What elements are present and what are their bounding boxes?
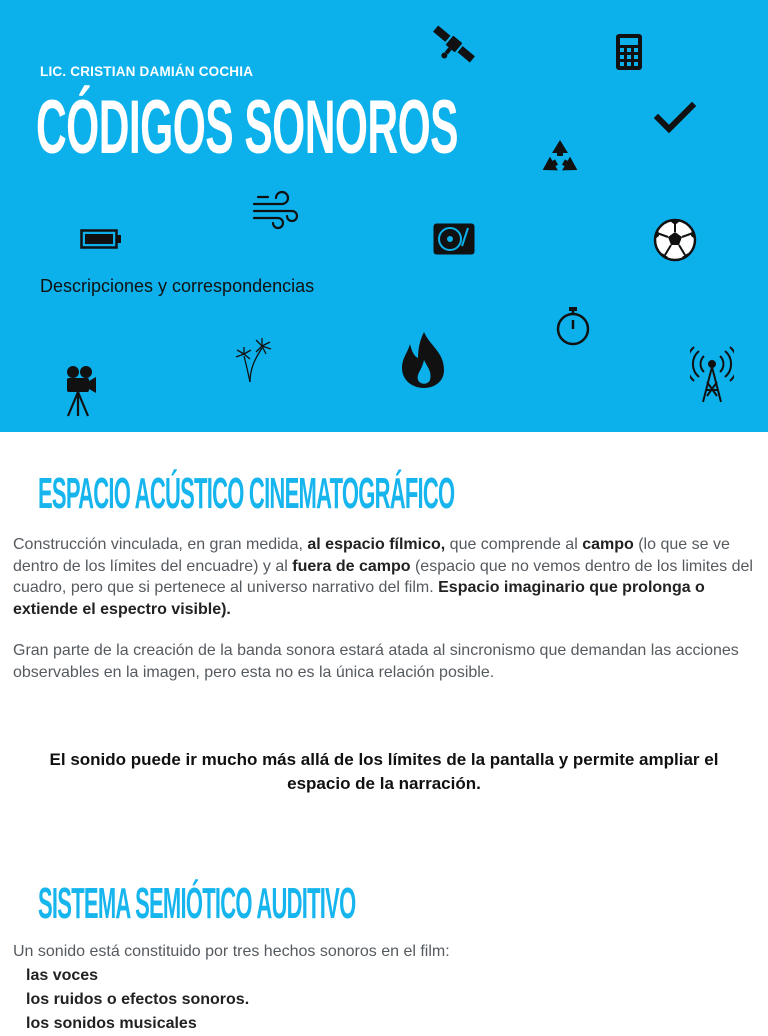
paragraph-text: (espacio que no vemos dentro de los limites del cuadro, pero que si pertenece al universo narrativo del film. [13, 557, 753, 597]
section-title-espacio-acustico: ESPACIO ACÚSTICO CINEMATOGRÁFICO [38, 469, 455, 518]
emphasis-campo: campo [582, 536, 634, 553]
sound-elements-list [26, 964, 249, 1036]
wind-icon [252, 190, 300, 230]
paragraph-hechos-sonoros: Un sonido está constituido por tres hechos sonoros en el film: [13, 943, 450, 960]
battery-icon [80, 228, 122, 250]
paragraph-sincronismo: Gran parte de la creación de la banda sonora estará atada al sincronismo que demandan las acciones observables en la imagen, pero esta no es la única relación posible. [13, 642, 739, 681]
list-item: los sonidos musicales [26, 1015, 197, 1032]
calculator-icon [614, 32, 644, 72]
cover-banner [0, 0, 768, 432]
turntable-icon [432, 222, 476, 256]
paragraph-text: (lo que se ve dentro de los límites del encuadre) y al [13, 536, 730, 575]
radio-tower-icon [690, 346, 734, 404]
highlight-quote: El sonido puede ir mucho más allá de los límites de la pantalla y permite ampliar el espacio de la narración. [49, 750, 719, 793]
film-camera-icon [62, 364, 98, 418]
section-title-sistema-semiotico: SISTEMA SEMIÓTICO AUDITIVO [38, 879, 356, 928]
list-item: las voces [26, 967, 99, 984]
document-subtitle: Descripciones y correspondencias [40, 276, 315, 296]
list-item: los ruidos o efectos sonoros. [26, 991, 250, 1008]
author-name: LIC. CRISTIAN DAMIÁN COCHIA [40, 64, 254, 79]
paragraph-text: que comprende al [445, 536, 583, 553]
fireworks-icon [232, 336, 274, 384]
document-title: CÓDIGOS SONOROS [36, 85, 458, 170]
stopwatch-icon [554, 304, 592, 348]
emphasis-espacio-imaginario: Espacio imaginario que prolonga o extiende el espectro visible). [13, 579, 705, 618]
recycle-icon [538, 136, 582, 180]
paragraph-text: Construcción vinculada, en gran medida, [13, 536, 308, 553]
satellite-icon [428, 18, 480, 70]
checkmark-icon [654, 100, 696, 136]
fire-icon [396, 330, 452, 390]
soccer-ball-icon [652, 217, 698, 263]
emphasis-fuera-de-campo: fuera de campo [292, 557, 411, 575]
emphasis-espacio-filmico: al espacio fílmico, [307, 536, 446, 553]
paragraph-espacio-filmico [13, 534, 755, 620]
